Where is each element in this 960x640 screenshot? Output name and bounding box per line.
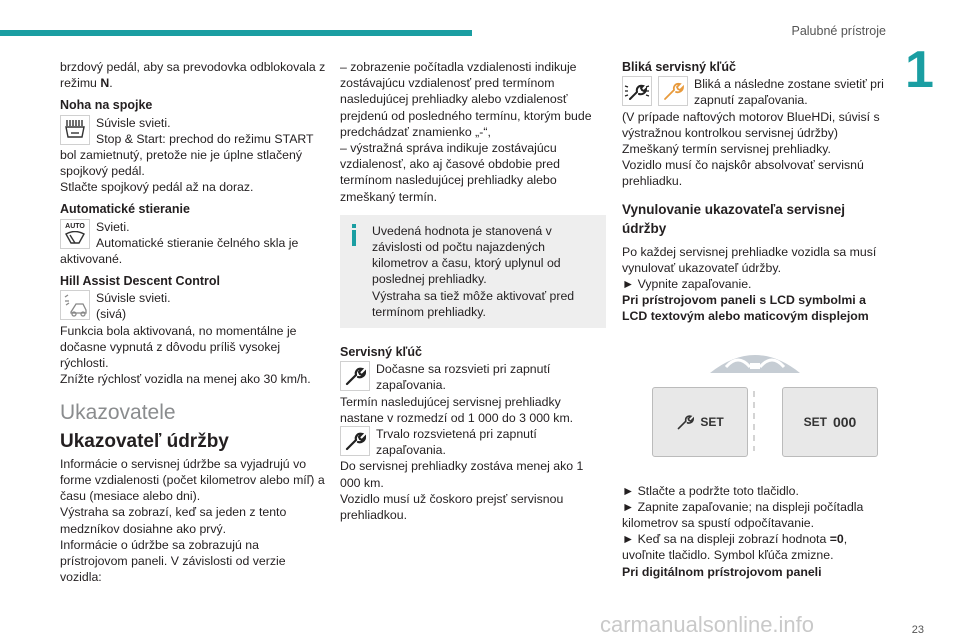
set-button-label: SET [700,414,724,429]
column-1 [60,59,328,585]
step-divider [752,391,756,451]
service-key-status-2: Trvalo rozsvietená pri zapnutí zapaľovania. [376,427,537,458]
wrench-icon [340,361,370,391]
auto-wiper-icon: AUTO [60,219,90,249]
maintenance-para-2: Výstraha sa zobrazí, keď sa jeden z tento medzníkov dosiahne ako prvý. [60,505,287,536]
instrument-panel-illustration [622,333,890,483]
intro-text: brzdový pedál, aby sa prevodovka odblokovala z režimu N. [60,60,326,91]
service-key-row-1 [340,361,606,393]
clutch-foot-icon [60,115,90,145]
service-key-text-1: Termín nasledujúcej servisnej prehliadky nastane v rozmedzí od 1 000 do 3 000 km. [340,394,574,425]
subsection-title-maintenance: Ukazovateľ údržby [60,430,229,452]
blinking-key-text-1: (V prípade naftových motorov BlueHDi, súvisí s výstražnou kontrolkou servisnej údržby) [622,109,880,140]
reset-step-2: ► Stlačte a podržte toto tlačidlo. [622,483,799,498]
wrench-outline-icon [658,76,688,106]
page-number: 23 [911,624,924,636]
column-2 [340,59,606,523]
hill-assist-text-1: Funkcia bola aktivovaná, no momentálne je dočasne vypnutá z dôvodu príliš vysokej rýchlosti. [60,323,297,371]
wrench-icon [340,426,370,456]
clutch-status: Súvisle svieti. [96,115,171,130]
blinking-key-row [622,76,890,108]
clutch-title: Noha na spojke [60,98,153,113]
chapter-number: 1 [905,41,934,99]
blinking-key-title: Bliká servisný kľúč [622,60,736,74]
wiper-status: Svieti. [96,219,130,234]
service-key-status-1: Dočasne sa rozsvieti pri zapnutí zapaľovania. [376,362,551,393]
hill-assist-status: Súvisle svieti. (sivá) [96,291,171,322]
reset-para-1: Po každej servisnej prehliadke vozidla sa musí vynulovať ukazovateľ údržby. [622,244,877,275]
section-title-ukazovatele: Ukazovatele [60,401,176,425]
hill-assist-status-row [60,290,328,322]
set-display-value: 000 [832,413,857,430]
reset-title: Vynulovanie ukazovateľa servisnej údržby [622,201,846,236]
service-key-text-2: Do servisnej prehliadky zostáva menej ako 1 000 km. [340,459,584,490]
clutch-text-2: Stlačte spojkový pedál až na doraz. [60,180,254,195]
info-text-1: Uvedená hodnota je stanovená v závislosti od počtu najazdených kilometrov a času, ktorý uplynul od poslednej prehliadky. [372,223,561,287]
watermark: carmanualsonline.info [600,612,815,637]
maintenance-para-3: Informácie o údržbe sa zobrazujú na prístrojovom paneli. V závislosti od verzie vozidla: [60,537,286,585]
info-box [340,215,606,328]
wrench-icon [676,413,694,431]
hill-assist-title: Hill Assist Descent Control [60,274,220,289]
page-header-title: Palubné prístroje [791,24,886,38]
blinking-wrench-icon [622,76,652,106]
lcd-heading: Pri prístrojovom paneli s LCD symbolmi a LCD textovým alebo maticovým displejom [622,293,869,324]
digital-heading: Pri digitálnom prístrojovom paneli [622,564,822,579]
hill-descent-icon [60,290,90,320]
column-3 [622,59,890,580]
blinking-key-text-2: Zmeškaný termín servisnej prehliadky. [622,142,831,157]
service-key-title: Servisný kľúč [340,345,422,360]
reset-step-1: ► Vypnite zapaľovanie. [622,277,752,292]
blinking-key-status: Bliká a následne zostane svietiť pri zapnutí zapaľovania. [694,77,884,108]
hill-assist-text-2: Znížte rýchlosť vozidla na menej ako 30 km/h. [60,372,311,387]
service-key-text-3: Vozidlo musí už čoskoro prejsť servisnou prehliadkou. [340,491,564,523]
set-display-label: SET [803,414,827,429]
display-bullet-1: – zobrazenie počítadla vzdialenosti indikuje zostávajúcu vzdialenosť pred termínom nasledujúcej prehliadky alebo vzdialenosť prejdenú od posledného termínu, ktorým bude predchádzať znamienko „-“, [340,60,592,139]
reset-step-3: ► Zapnite zapaľovanie; na displeji počítadla kilometrov sa spustí odpočítavanie. [622,499,864,531]
wiper-title: Automatické stieranie [60,202,190,217]
display-bullet-2: – výstražná správa indikuje zostávajúcu vzdialenosť, ako aj časové obdobie pred termínom nasledujúcej prehliadky alebo zmeškaný termín. [340,141,560,204]
reset-step-4: ► Keď sa na displeji zobrazí hodnota =0, uvoľnite tlačidlo. Symbol kľúča zmizne. [622,532,848,563]
wiper-text-1: Automatické stieranie čelného skla je aktivované. [60,235,299,266]
clutch-text-1: Stop & Start: prechod do režimu START bol zamietnutý, pretože nie je úplne stlačený spojkový pedál. [60,131,314,179]
header-accent-bar [0,30,472,36]
service-key-row-2 [340,426,606,458]
set-button[interactable] [652,387,748,457]
info-text-2: Výstraha sa tiež môže aktivovať pred termínom prehliadky. [372,288,575,319]
set-display-box [782,387,878,457]
blinking-key-text-3: Vozidlo musí čo najskôr absolvovať servisnú prehliadku. [622,158,864,189]
info-icon [350,224,358,246]
maintenance-para-1: Informácie o servisnej údržbe sa vyjadrujú vo forme vzdialenosti (počet kilometrov alebo míľ) a času (mesiace alebo dni). [60,456,325,504]
dashboard-icon [708,345,802,375]
